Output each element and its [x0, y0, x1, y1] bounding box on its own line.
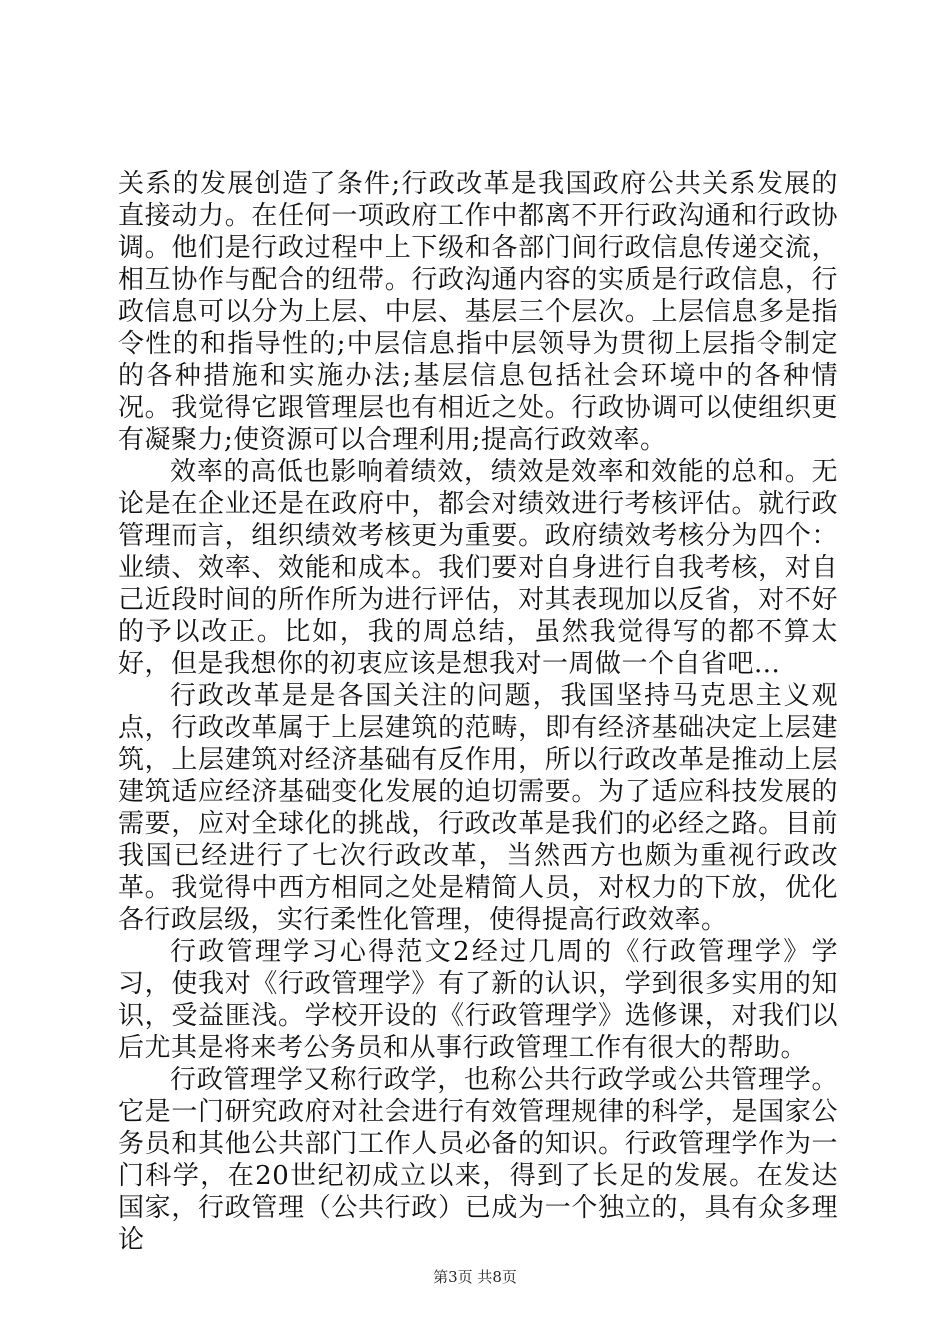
page-number-footer: 第3页 共8页	[433, 1268, 517, 1286]
document-body	[118, 168, 838, 1256]
paragraph-4: 行政管理学习心得范文2经过几周的《行政管理学》学习，使我对《行政管理学》有了新的认识，学到很多实用的知识，受益匪浅。学校开设的《行政管理学》选修课，对我们以后尤其是将来考公务员和从事行政管理工作有很大的帮助。	[118, 937, 838, 1063]
paragraph-3: 行政改革是是各国关注的问题，我国坚持马克思主义观点，行政改革属于上层建筑的范畴，即有经济基础决定上层建筑，上层建筑对经济基础有反作用，所以行政改革是推动上层建筑适应经济基础变化发展的迫切需要。为了适应科技发展的需要，应对全球化的挑战，行政改革是我们的必经之路。目前我国已经进行了七次行政改革，当然西方也颇为重视行政改革。我觉得中西方相同之处是精简人员，对权力的下放，优化各行政层级，实行柔性化管理，使得提高行政效率。	[118, 681, 838, 935]
paragraph-2: 效率的高低也影响着绩效，绩效是效率和效能的总和。无论是在企业还是在政府中，都会对绩效进行考核评估。就行政管理而言，组织绩效考核更为重要。政府绩效考核分为四个：业绩、效率、效能和成本。我们要对自身进行自我考核，对自己近段时间的所作所为进行评估，对其表现加以反省，对不好的予以改正。比如，我的周总结，虽然我觉得写的都不算太好，但是我想你的初衷应该是想我对一周做一个自省吧...	[118, 457, 838, 679]
paragraph-5: 行政管理学又称行政学，也称公共行政学或公共管理学。它是一门研究政府对社会进行有效管理规律的科学，是国家公务员和其他公共部门工作人员必备的知识。行政管理学作为一门科学，在20世纪初成立以来，得到了长足的发展。在发达国家，行政管理（公共行政）已成为一个独立的，具有众多理论	[118, 1065, 838, 1255]
paragraph-1: 关系的发展创造了条件;行政改革是我国政府公共关系发展的直接动力。在任何一项政府工作中都离不开行政沟通和行政协调。他们是行政过程中上下级和各部门间行政信息传递交流，相互协作与配合的纽带。行政沟通内容的实质是行政信息，行政信息可以分为上层、中层、基层三个层次。上层信息多是指令性的和指导性的;中层信息指中层领导为贯彻上层指令制定的各种措施和实施办法;基层信息包括社会环境中的各种情况。我觉得它跟管理层也有相近之处。行政协调可以使组织更有凝聚力;使资源可以合理利用;提高行政效率。	[118, 169, 838, 455]
